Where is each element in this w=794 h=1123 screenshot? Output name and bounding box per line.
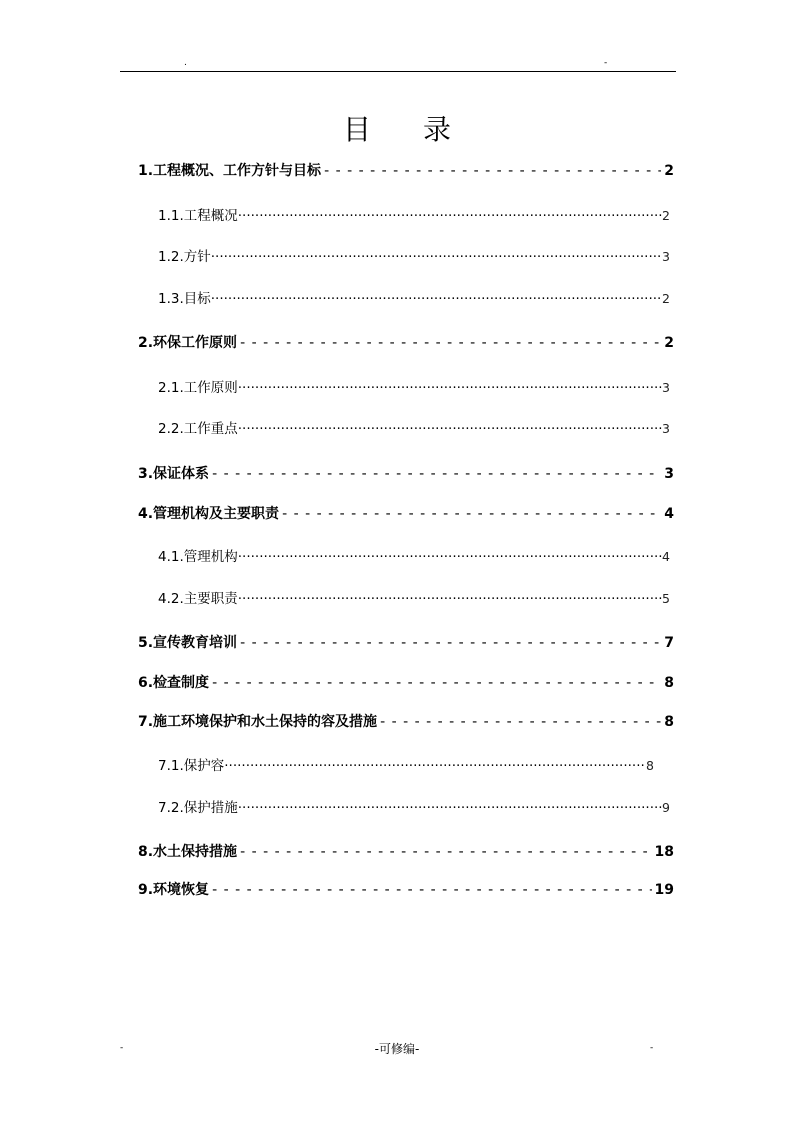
toc-entry-label: 5.宣传教育培训 <box>138 635 238 651</box>
toc-entry-page: 2 <box>664 163 674 179</box>
title-char-2: 录 <box>423 113 452 146</box>
toc-entry-label: 2.2.工作重点 <box>158 421 238 437</box>
page-title <box>0 108 794 148</box>
toc-leader <box>238 421 662 437</box>
toc-entry[interactable] <box>138 879 674 899</box>
toc-entry-page: 8 <box>664 675 674 691</box>
toc-entry[interactable] <box>158 796 670 816</box>
toc-entry[interactable] <box>158 587 670 607</box>
toc-entry[interactable] <box>158 376 670 396</box>
toc-leader <box>212 675 661 691</box>
toc-leader <box>238 380 662 396</box>
toc-entry-label: 2.1.工作原则 <box>158 380 238 396</box>
toc-entry-page: 3 <box>664 466 674 482</box>
header-left-mark: . <box>184 58 187 68</box>
toc-leader <box>240 335 661 351</box>
toc-entry-page: 7 <box>664 635 674 651</box>
toc-entry-page: 3 <box>662 421 670 436</box>
toc-entry-label: 4.2.主要职责 <box>158 591 238 607</box>
toc-entry-label: 4.1.管理机构 <box>158 549 238 565</box>
toc-entry[interactable] <box>158 287 670 307</box>
toc-entry[interactable] <box>158 245 670 265</box>
toc-entry-label: 9.环境恢复 <box>138 882 210 898</box>
toc-leader <box>211 249 662 265</box>
toc-leader <box>324 163 661 179</box>
toc-leader <box>282 506 661 522</box>
toc-entry[interactable] <box>158 204 670 224</box>
toc-entry[interactable] <box>138 632 674 652</box>
toc-entry-label: 7.2.保护措施 <box>158 800 238 816</box>
toc-entry[interactable] <box>138 332 674 352</box>
toc-leader <box>238 208 662 224</box>
footer-text: -可修编- <box>374 1042 420 1056</box>
toc-entry[interactable] <box>158 754 654 774</box>
toc-leader <box>212 882 651 898</box>
toc-leader <box>238 549 662 565</box>
toc-entry-page: 3 <box>662 380 670 395</box>
toc-entry-page: 2 <box>664 335 674 351</box>
footer-right-mark: - <box>650 1043 654 1053</box>
toc-leader <box>238 800 662 816</box>
toc-entry-page: 4 <box>662 549 670 564</box>
toc-entry[interactable] <box>158 417 670 437</box>
toc-entry-page: 2 <box>662 208 670 223</box>
toc-entry-page: 19 <box>654 882 674 898</box>
toc-entry-label: 3.保证体系 <box>138 466 210 482</box>
toc-entry[interactable] <box>138 711 674 731</box>
toc-entry[interactable] <box>138 463 674 483</box>
toc-entry-page: 5 <box>662 591 670 606</box>
toc-entry-label: 1.1.工程概况 <box>158 208 238 224</box>
toc-leader <box>240 844 651 860</box>
toc-entry[interactable] <box>138 841 674 861</box>
toc-leader <box>224 758 646 774</box>
toc-leader <box>240 635 661 651</box>
toc-entry-label: 1.2.方针 <box>158 249 211 265</box>
toc-entry[interactable] <box>138 160 674 180</box>
toc-leader <box>380 714 661 730</box>
toc-entry[interactable] <box>158 545 670 565</box>
toc-entry-label: 7.施工环境保护和水土保持的容及措施 <box>138 714 378 730</box>
toc-entry-label: 1.3.目标 <box>158 291 211 307</box>
toc-entry-page: 2 <box>662 291 670 306</box>
toc-entry[interactable] <box>138 503 674 523</box>
toc-leader <box>211 291 662 307</box>
toc-entry-label: 8.水土保持措施 <box>138 844 238 860</box>
toc-entry-page: 9 <box>662 800 670 815</box>
header-rule <box>120 71 676 72</box>
toc-leader <box>212 466 661 482</box>
toc-entry[interactable] <box>138 672 674 692</box>
toc-entry-page: 8 <box>664 714 674 730</box>
header-right-mark: - <box>604 58 608 68</box>
toc-entry-page: 18 <box>654 844 674 860</box>
toc-entry-page: 4 <box>664 506 674 522</box>
toc-entry-label: 6.检查制度 <box>138 675 210 691</box>
title-char-1: 目 <box>342 113 371 146</box>
toc-entry-label: 4.管理机构及主要职责 <box>138 506 280 522</box>
toc-entry-page: 3 <box>662 249 670 264</box>
toc-entry-label: 7.1.保护容 <box>158 758 225 774</box>
toc-entry-label: 2.环保工作原则 <box>138 335 238 351</box>
toc-leader <box>238 591 662 607</box>
toc-entry-page: 8 <box>646 758 654 773</box>
toc-entry-label: 1.工程概况、工作方针与目标 <box>138 163 322 179</box>
footer-left-mark: - <box>120 1043 124 1053</box>
